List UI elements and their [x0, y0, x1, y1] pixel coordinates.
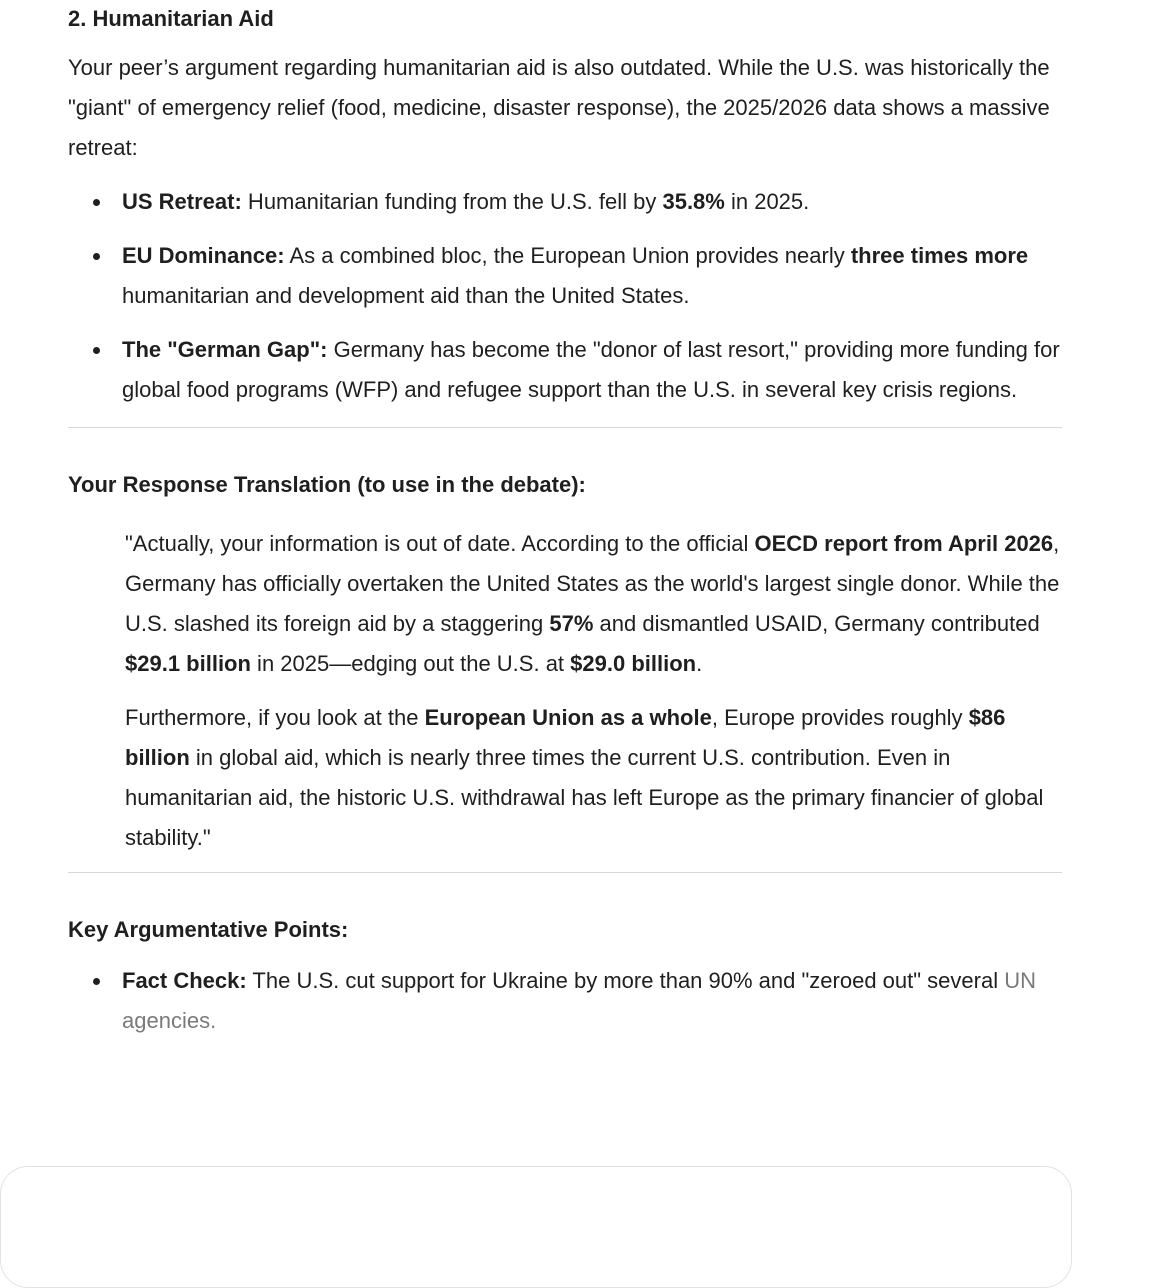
bullet-fact-check — [68, 961, 1062, 1041]
quote-text: , Europe provides roughly — [711, 705, 969, 730]
quote-text: in global aid, which is nearly three times the current U.S. contribution. Even in humanitarian aid, the historic U.S. withdrawal has left Europe as the primary financier of global stability." — [125, 745, 1044, 850]
quote-text: "Actually, your information is out of date. According to the official — [125, 531, 755, 556]
bullet-label: Fact Check: — [122, 968, 247, 993]
bullet-german-gap — [68, 330, 1062, 410]
bullet-label: The "German Gap": — [122, 337, 328, 362]
bullet-eu-dominance — [68, 236, 1062, 316]
quote-highlight: $86 billion — [125, 705, 1006, 770]
quote-text: , Germany has officially overtaken the United States as the world's largest single donor. While the U.S. slashed its foreign aid by a staggering — [125, 531, 1060, 636]
quote-highlight: European Union as a whole — [424, 705, 712, 730]
quote-paragraph-1 — [125, 524, 1062, 684]
section-heading: 2. Humanitarian Aid — [68, 6, 274, 31]
bullet-text: The U.S. cut support for Ukraine by more than 90% and "zeroed out" several — [246, 968, 1005, 993]
response-content — [68, 0, 1062, 1055]
humanitarian-bullet-list — [68, 182, 1062, 410]
intro-paragraph: Your peer’s argument regarding humanitarian aid is also outdated. While the U.S. was historically the "giant" of emergency relief (food, medicine, disaster response), the 2025/2026 data shows a massive retreat: — [68, 55, 1050, 160]
key-points-heading: Key Argumentative Points: — [68, 917, 349, 942]
bullet-text: in 2025. — [724, 189, 810, 214]
bullet-text: humanitarian and development aid than the United States. — [122, 283, 690, 308]
quote-text: . — [696, 651, 703, 676]
response-quote — [68, 524, 1062, 858]
key-points-list — [68, 961, 1062, 1041]
bullet-text: As a combined bloc, the European Union provides nearly — [284, 243, 851, 268]
bullet-text: Germany has become the "donor of last resort," providing more funding for global food programs (WFP) and refugee support than the U.S. in several key crisis regions. — [122, 337, 1060, 402]
chat-input-box[interactable] — [0, 1166, 1072, 1288]
bullet-label: EU Dominance: — [122, 243, 285, 268]
response-heading: Your Response Translation (to use in the debate): — [68, 472, 586, 497]
bullet-us-retreat — [68, 182, 1062, 222]
quote-highlight: 57% — [549, 611, 594, 636]
bullet-text-faded: UN agencies. — [122, 968, 1036, 1033]
bullet-label: US Retreat: — [122, 189, 242, 214]
bullet-highlight: 35.8% — [662, 189, 725, 214]
section-divider — [68, 427, 1062, 428]
section-divider — [68, 872, 1062, 873]
quote-highlight: OECD report from April 2026 — [754, 531, 1054, 556]
bullet-text: Humanitarian funding from the U.S. fell by — [241, 189, 663, 214]
quote-highlight: $29.0 billion — [570, 651, 697, 676]
bullet-highlight: three times more — [850, 243, 1029, 268]
quote-paragraph-2 — [125, 698, 1062, 858]
quote-text: in 2025—edging out the U.S. at — [250, 651, 571, 676]
quote-text: and dismantled USAID, Germany contributed — [593, 611, 1040, 636]
quote-highlight: $29.1 billion — [125, 651, 251, 676]
quote-text: Furthermore, if you look at the — [125, 705, 425, 730]
